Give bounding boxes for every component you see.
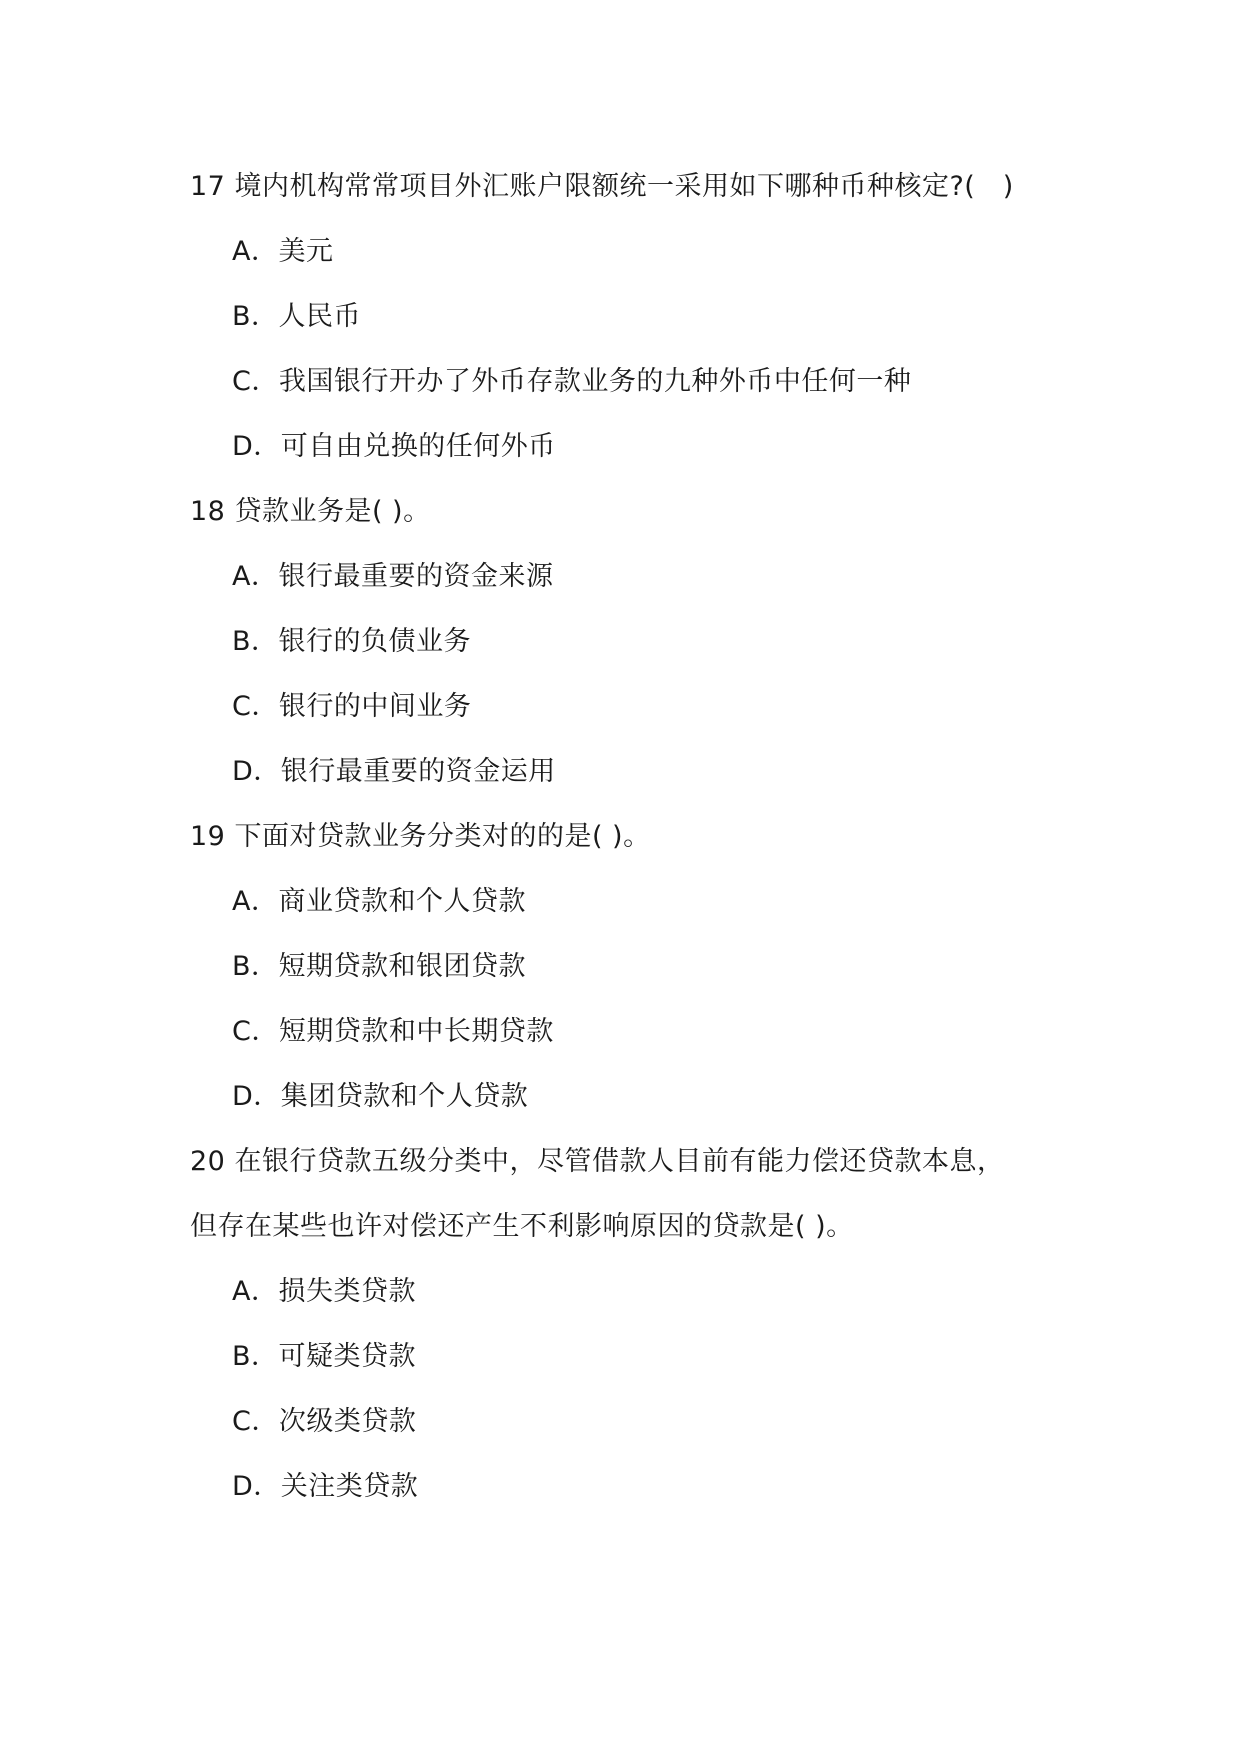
question-20-option-c: C．次级类贷款	[232, 1406, 417, 1437]
question-17-stem: 17 境内机构常常项目外汇账户限额统一采用如下哪种币种核定?( )	[190, 171, 1014, 202]
question-19-option-a: A．商业贷款和个人贷款	[232, 886, 526, 917]
question-20-option-a: A．损失类贷款	[232, 1276, 416, 1307]
question-17-option-c: C．我国银行开办了外币存款业务的九种外币中任何一种	[232, 366, 912, 397]
question-19-stem: 19 下面对贷款业务分类对的的是( )。	[190, 821, 651, 852]
question-20-option-b: B．可疑类贷款	[232, 1341, 417, 1372]
question-20-stem-line-2: 但存在某些也许对偿还产生不利影响原因的贷款是( )。	[190, 1211, 854, 1242]
question-19-option-c: C．短期贷款和中长期贷款	[232, 1016, 554, 1047]
question-18-option-b: B．银行的负债业务	[232, 626, 472, 657]
question-17-option-d: D．可自由兑换的任何外币	[232, 431, 556, 462]
question-20-option-d: D．关注类贷款	[232, 1471, 419, 1502]
question-19-option-d: D．集团贷款和个人贷款	[232, 1081, 529, 1112]
question-17-option-a: A．美元	[232, 236, 334, 267]
question-19-option-b: B．短期贷款和银团贷款	[232, 951, 527, 982]
question-17-option-b: B．人民币	[232, 301, 362, 332]
question-18-option-a: A．银行最重要的资金来源	[232, 561, 554, 592]
question-18-stem: 18 贷款业务是( )。	[190, 496, 431, 527]
question-18-option-c: C．银行的中间业务	[232, 691, 472, 722]
question-18-option-d: D．银行最重要的资金运用	[232, 756, 556, 787]
question-20-stem-line-1: 20 在银行贷款五级分类中，尽管借款人目前有能力偿还贷款本息，	[190, 1146, 1005, 1177]
